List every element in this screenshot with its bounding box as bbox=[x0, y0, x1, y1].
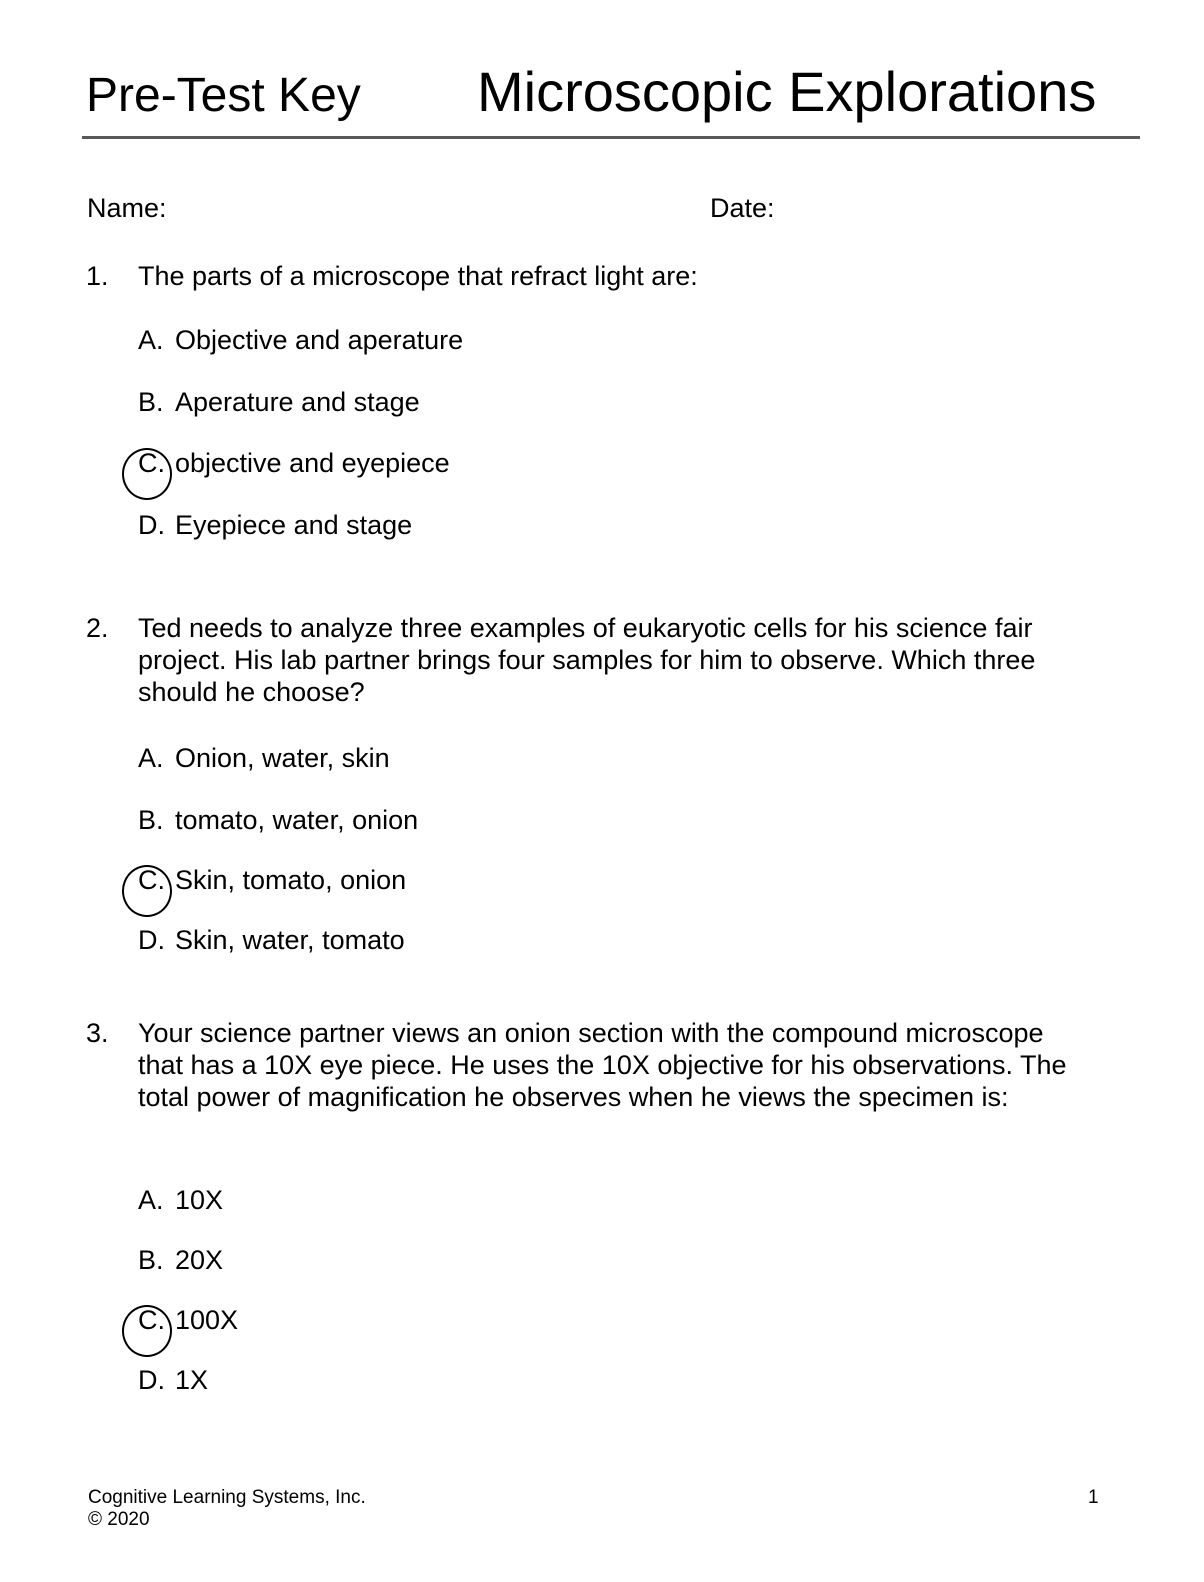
question-2 bbox=[86, 612, 1090, 708]
answer-text: Skin, water, tomato bbox=[175, 925, 405, 955]
question-number: 2. bbox=[86, 613, 109, 643]
answer-option-1c bbox=[138, 447, 450, 479]
answer-letter: A. bbox=[138, 743, 164, 773]
answer-letter: C. bbox=[138, 448, 165, 478]
question-1 bbox=[86, 260, 1090, 292]
answer-option-1b bbox=[138, 386, 420, 418]
footer-copyright: © 2020 bbox=[88, 1509, 150, 1530]
answer-letter: B. bbox=[138, 387, 164, 417]
answer-letter: A. bbox=[138, 1185, 164, 1215]
answer-text: Onion, water, skin bbox=[175, 743, 390, 773]
date-label: Date: bbox=[710, 193, 775, 223]
answer-letter: B. bbox=[138, 1245, 164, 1275]
answer-option-3a bbox=[138, 1184, 223, 1216]
page-number: 1 bbox=[1088, 1487, 1099, 1508]
answer-option-3c bbox=[138, 1304, 238, 1336]
answer-option-3d bbox=[138, 1364, 208, 1396]
answer-text: 10X bbox=[175, 1185, 224, 1215]
answer-letter: D. bbox=[138, 1365, 165, 1395]
answer-option-1a bbox=[138, 324, 463, 356]
answer-text: 1X bbox=[175, 1365, 209, 1395]
question-number: 3. bbox=[86, 1018, 109, 1048]
question-text: Ted needs to analyze three examples of eukaryotic cells for his science fair project. His lab partner brings four samples for him to observe. Which three should he choose? bbox=[138, 613, 1036, 707]
footer-company: Cognitive Learning Systems, Inc. bbox=[88, 1487, 366, 1508]
answer-text: tomato, water, onion bbox=[175, 805, 419, 835]
footer bbox=[88, 1487, 366, 1531]
answer-letter: C. bbox=[138, 1305, 165, 1335]
answer-text: Aperature and stage bbox=[175, 387, 420, 417]
answer-option-2a bbox=[138, 742, 390, 774]
answer-letter: C. bbox=[138, 865, 165, 895]
question-text: Your science partner views an onion section with the compound microscope that has a 10X eye piece. He uses the 10X objective for his observations. The total power of magnification he observes when he views the specimen is: bbox=[138, 1018, 1067, 1112]
answer-letter: D. bbox=[138, 510, 165, 540]
header-divider bbox=[82, 136, 1140, 139]
name-label: Name: bbox=[87, 193, 167, 223]
answer-text: 20X bbox=[175, 1245, 224, 1275]
question-number: 1. bbox=[86, 261, 109, 291]
answer-text: objective and eyepiece bbox=[175, 448, 450, 478]
answer-text: Eyepiece and stage bbox=[175, 510, 413, 540]
answer-option-2c bbox=[138, 864, 406, 896]
page-title: Microscopic Explorations bbox=[477, 60, 1097, 123]
answer-letter: A. bbox=[138, 325, 164, 355]
answer-letter: D. bbox=[138, 925, 165, 955]
answer-text: 100X bbox=[175, 1305, 239, 1335]
answer-letter: B. bbox=[138, 805, 164, 835]
answer-option-2b bbox=[138, 804, 418, 836]
question-text: The parts of a microscope that refract light are: bbox=[138, 261, 698, 291]
answer-option-2d bbox=[138, 924, 405, 956]
answer-text: Skin, tomato, onion bbox=[175, 865, 407, 895]
question-3 bbox=[86, 1017, 1090, 1113]
answer-text: Objective and aperature bbox=[175, 325, 464, 355]
answer-option-1d bbox=[138, 509, 412, 541]
doc-type-heading: Pre-Test Key bbox=[86, 69, 361, 122]
answer-option-3b bbox=[138, 1244, 223, 1276]
